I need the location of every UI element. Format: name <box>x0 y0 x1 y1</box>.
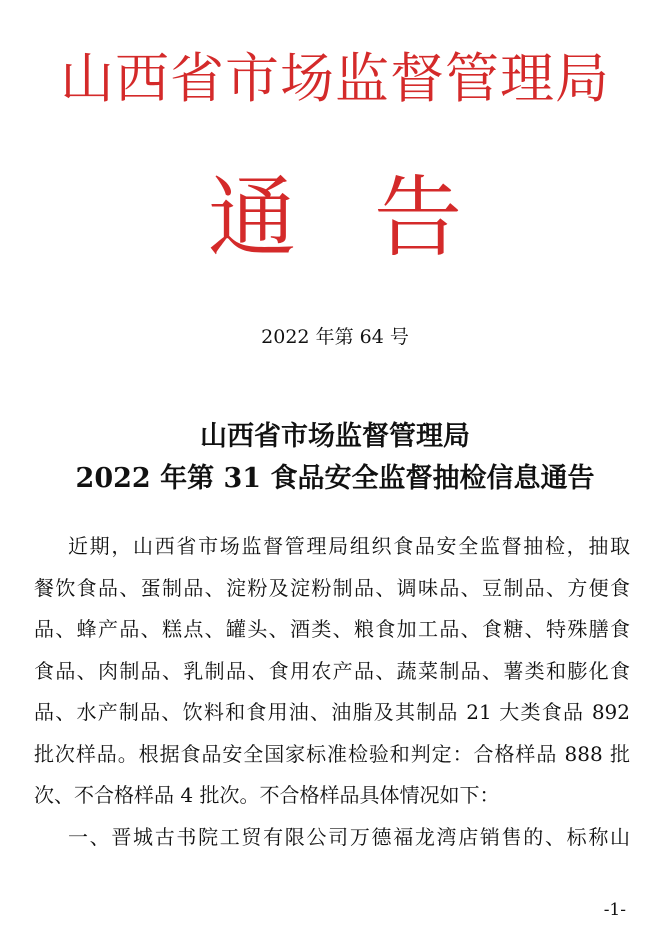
body-line: 品、水产制品、饮料和食用油、油脂及其制品 21 大类食品 892 <box>34 700 630 724</box>
document-type-heading: 通告 <box>207 166 540 269</box>
body-line: 一、晋城古书院工贸有限公司万德福龙湾店销售的、标称山 <box>68 824 630 849</box>
body-line: 次、不合格样品 4 批次。不合格样品具体情况如下： <box>34 783 500 807</box>
body-line: 近期，山西省市场监督管理局组织食品安全监督抽检，抽取 <box>68 534 630 558</box>
body-line: 食品、肉制品、乳制品、食用农产品、蔬菜制品、薯类和膨化食 <box>34 658 630 683</box>
body-line: 餐饮食品、蛋制品、淀粉及淀粉制品、调味品、豆制品、方便食 <box>34 575 630 600</box>
notice-body <box>34 526 630 858</box>
document-number: 2022 年第 64 号 <box>261 326 409 348</box>
issuing-authority-header: 山西省市场监督管理局 <box>60 47 610 110</box>
page-number: -1- <box>603 900 626 920</box>
notice-title-line-2: 2022 年第 31 食品安全监督抽检信息通告 <box>75 463 595 494</box>
body-line: 批次样品。根据食品安全国家标准检验和判定：合格样品 888 批 <box>34 741 630 766</box>
body-line: 品、蜂产品、糕点、罐头、酒类、粮食加工品、食糖、特殊膳食 <box>34 617 630 641</box>
notice-title-line-1: 山西省市场监督管理局 <box>200 421 470 452</box>
